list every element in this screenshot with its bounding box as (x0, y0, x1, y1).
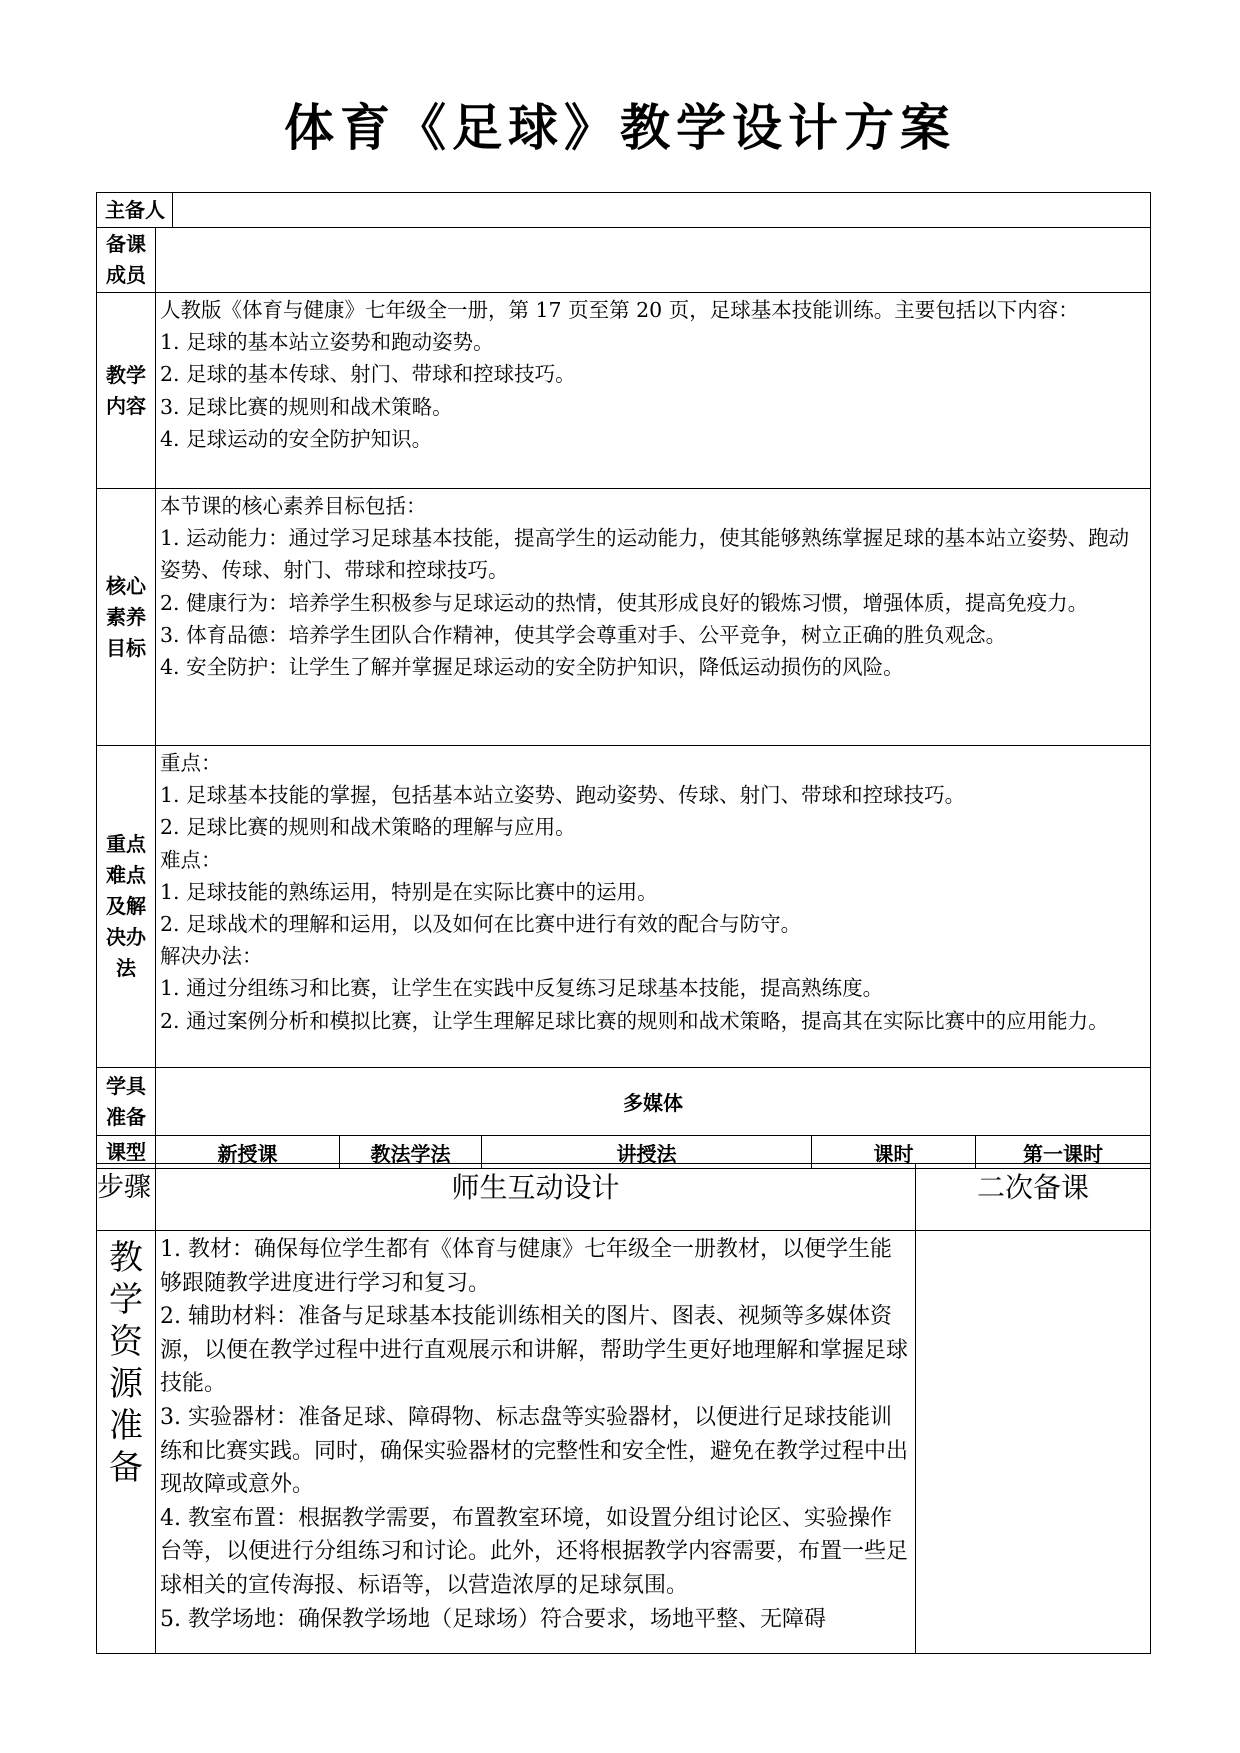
period-label: 课时 (812, 1136, 976, 1169)
resources-line: 4. 教室布置：根据教学需要，布置教室环境，如设置分组讨论区、实验操作台等，以便进行分组练习和讨论。此外，还将根据教学内容需要，布置一些足球相关的宣传海报、标语等，以营造浓厚的足球氛围。 (160, 1505, 909, 1598)
content-label (97, 293, 156, 489)
lesson-type-label: 课型 (97, 1136, 156, 1169)
goals-line: 3. 体育品德：培养学生团队合作精神，使其学会尊重对手、公平竞争，树立正确的胜负观念。 (160, 622, 1007, 647)
design-table (96, 1163, 1151, 1654)
goals-line: 本节课的核心素养目标包括： (160, 494, 427, 518)
key-points-line: 1. 足球技能的熟练运用，特别是在实际比赛中的运用。 (160, 879, 658, 904)
info-table (96, 192, 1151, 1169)
content-line: 4. 足球运动的安全防护知识。 (160, 426, 433, 451)
document-title: 体育《足球》教学设计方案 (284, 98, 956, 157)
method-label: 教法学法 (340, 1136, 482, 1169)
content-body (156, 293, 1151, 489)
key-points-line: 1. 足球基本技能的掌握，包括基本站立姿势、跑动姿势、传球、射门、带球和控球技巧。 (160, 783, 966, 808)
content-label-text: 教学内容 (106, 362, 146, 418)
key-points-line: 2. 足球战术的理解和运用，以及如何在比赛中进行有效的配合与防守。 (160, 912, 802, 937)
tools-label-text: 学具准备 (106, 1073, 146, 1129)
key-points-label (97, 746, 156, 1068)
interaction-header: 师生互动设计 (156, 1164, 916, 1231)
goals-label-text: 核心素养目标 (106, 573, 146, 660)
resources-line: 2. 辅助材料：准备与足球基本技能训练相关的图片、图表、视频等多媒体资源，以便在教学过程中进行直观展示和讲解，帮助学生更好地理解和掌握足球技能。 (160, 1304, 909, 1397)
members-label-text: 备课成员 (106, 232, 146, 287)
key-points-line: 2. 足球比赛的规则和战术策略的理解与应用。 (160, 815, 576, 840)
method-value: 讲授法 (482, 1136, 812, 1169)
content-line: 2. 足球的基本传球、射门、带球和控球技巧。 (160, 362, 576, 387)
content-line: 人教版《体育与健康》七年级全一册，第 17 页至第 20 页，足球基本技能训练。主要包括以下内容： (160, 298, 1079, 322)
goals-line: 4. 安全防护：让学生了解并掌握足球运动的安全防护知识，降低运动损伤的风险。 (160, 655, 904, 680)
resources-line: 5. 教学场地：确保教学场地（足球场）符合要求，场地平整、无障碍 (160, 1606, 826, 1632)
content-line: 1. 足球的基本站立姿势和跑动姿势。 (160, 330, 494, 355)
goals-body (156, 489, 1151, 746)
second-prep-cell (916, 1231, 1151, 1654)
lead-teacher-value (173, 193, 1151, 228)
members-value (156, 228, 1151, 293)
key-points-label-text: 重点难点及解决办法 (106, 832, 146, 980)
key-points-line: 2. 通过案例分析和模拟比赛，让学生理解足球比赛的规则和战术策略，提高其在实际比赛中的应用能力。 (160, 1008, 1109, 1033)
goals-line: 1. 运动能力：通过学习足球基本技能，提高学生的运动能力，使其能够熟练掌握足球的基本站立姿势、跑动姿势、传球、射门、带球和控球技巧。 (160, 526, 1130, 583)
resources-label-text: 教学资源准备 (109, 1238, 143, 1488)
goals-label (97, 489, 156, 746)
second-prep-header: 二次备课 (916, 1164, 1151, 1231)
key-points-line: 重点： (160, 751, 222, 775)
key-points-line: 解决办法： (160, 944, 263, 969)
resources-body (156, 1231, 916, 1654)
key-points-line: 1. 通过分组练习和比赛，让学生在实践中反复练习足球基本技能，提高熟练度。 (160, 976, 884, 1001)
key-points-line: 难点： (160, 847, 222, 872)
lesson-type-value: 新授课 (156, 1136, 340, 1169)
resources-label (97, 1231, 156, 1654)
lead-teacher-label: 主备人 (97, 193, 173, 228)
key-points-body (156, 746, 1151, 1068)
content-line: 3. 足球比赛的规则和战术策略。 (160, 394, 453, 419)
goals-line: 2. 健康行为：培养学生积极参与足球运动的热情，使其形成良好的锻炼习惯，增强体质，提高免疫力。 (160, 590, 1089, 615)
tools-label (97, 1068, 156, 1136)
steps-header: 步骤 (97, 1164, 156, 1231)
resources-line: 3. 实验器材：准备足球、障碍物、标志盘等实验器材，以便进行足球技能训练和比赛实践。同时，确保实验器材的完整性和安全性，避免在教学过程中出现故障或意外。 (160, 1404, 909, 1498)
tools-value: 多媒体 (156, 1068, 1151, 1136)
resources-line: 1. 教材：确保每位学生都有《体育与健康》七年级全一册教材，以便学生能够跟随教学进度进行学习和复习。 (160, 1237, 892, 1296)
members-label (97, 228, 156, 293)
period-value: 第一课时 (976, 1136, 1151, 1169)
